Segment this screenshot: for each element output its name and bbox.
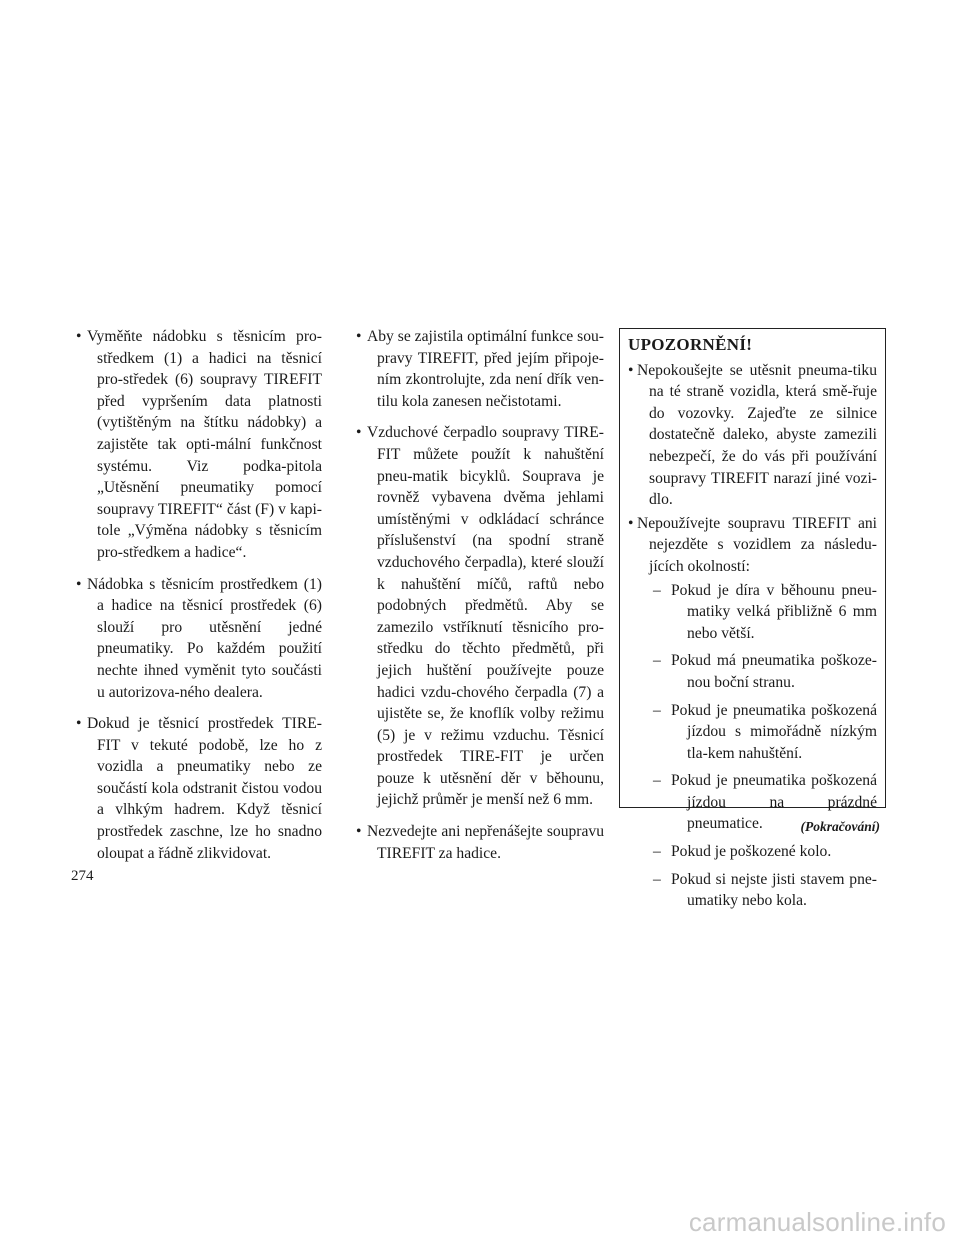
warning-sublist xyxy=(649,580,877,912)
list-item: • Nádobka s těsnicím prostředkem (1) a hadice na těsnicí prostředek (6) slouží pro utěsnění jedné pneumatiky. Po každém použití nechte ihned vyměnit tyto součásti u autorizova-ného dealera. xyxy=(70,574,322,704)
list-item: • Aby se zajistila optimální funkce sou-pravy TIREFIT, před jejím připoje-ním zkontrolujte, zda není dřík ven-tilu kola zanesen nečistotami. xyxy=(350,326,604,412)
continued-label: (Pokračování) xyxy=(800,819,880,834)
warning-subitem: – Pokud je díra v běhounu pneu-matiky velká přibližně 6 mm nebo větší. xyxy=(649,580,877,645)
middle-column xyxy=(350,326,604,874)
warning-item: • Nepokoušejte se utěsnit pneuma-tiku na té straně vozidla, která smě-řuje do vozovky. Zajeďte ze silnice dostatečně daleko, abyste zamezili nebezpečí, že do vás při používání soupravy TIREFIT narazí jiné vozi-dlo. xyxy=(628,360,877,511)
list-item: • Nezvedejte ani nepřenášejte soupravu TIREFIT za hadice. xyxy=(350,821,604,864)
left-bullet-list xyxy=(70,326,322,864)
middle-bullet-list xyxy=(350,326,604,864)
list-item: • Dokud je těsnicí prostředek TIRE-FIT v tekuté podobě, lze ho z vozidla a pneumatiky nebo ze součástí kola odstranit čistou vodou a vlhkým hadrem. Když těsnicí prostředek zaschne, lze ho snadno oloupat a řádně zlikvidovat. xyxy=(70,713,322,864)
list-item: • Vyměňte nádobku s těsnicím pro-středkem (1) a hadici na těsnicí pro-středek (6) soupravy TIREFIT před vypršením data platnosti (vytištěným na štítku nádobky) a zajistěte tak opti-mální funkčnost systému. Viz podka-pitola „Utěsnění pneumatiky pomocí soupravy TIREFIT“ část (F) v kapi-tole „Výměna nádobky s těsnicím pro-středkem a hadice“. xyxy=(70,326,322,564)
warning-subitem: – Pokud je poškozené kolo. xyxy=(649,841,877,863)
warning-item xyxy=(628,513,877,912)
left-column xyxy=(70,326,322,874)
warning-title: UPOZORNĚNÍ! xyxy=(628,335,753,354)
list-item: • Vzduchové čerpadlo soupravy TIRE-FIT můžete použít k nahuštění pneu-matik bicyklů. Souprava je rovněž vybavena dvěma jehlami umístěnými v odkládací schránce příslušenství (na spodní straně vzduchového čerpadla), které slouží k nahuštění míčů, raftů nebo podobných předmětů. Aby se zamezilo vstříknutí těsnicího pro-středku do těchto předmětů, při jejich huštění používejte pouze hadici vzdu-chového čerpadla (7) a ujistěte se, že knoflík volby režimu (5) je v režimu vzduchu. Těsnicí prostředek TIRE-FIT je určen pouze k utěsnění děr v běhounu, jejichž průměr je menší než 6 mm. xyxy=(350,422,604,811)
warning-subitem: – Pokud je pneumatika poškozená jízdou na prázdné pneumatice. xyxy=(649,770,877,835)
warning-subitem: – Pokud si nejste jisti stavem pne-umatiky nebo kola. xyxy=(649,869,877,912)
warning-subitem: – Pokud je pneumatika poškozená jízdou s mimořádně nízkým tla-kem nahuštění. xyxy=(649,700,877,765)
watermark: carmanualsonline.info xyxy=(688,1207,946,1237)
warning-subitem: – Pokud má pneumatika poškoze-nou boční stranu. xyxy=(649,650,877,693)
page-number: 274 xyxy=(71,868,94,884)
warning-item-text: Nepoužívejte soupravu TIREFIT ani nejezděte s vozidlem za následu-jících okolností: xyxy=(637,514,877,575)
